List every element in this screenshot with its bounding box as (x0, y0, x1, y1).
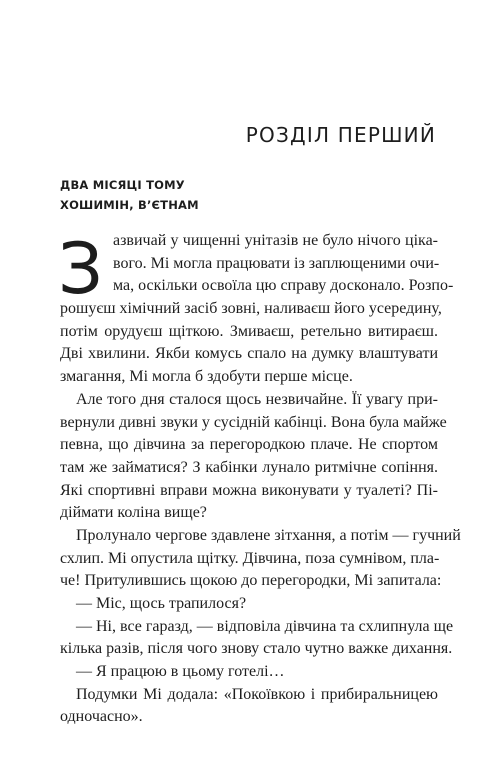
text-line: вого. Мі могла працювати із заплющеними очи- (113, 254, 440, 272)
chapter-subheads (60, 175, 199, 215)
text-line: кілька разів, після чого знову стало чутно важке дихання. (60, 640, 453, 658)
text-line: потім орудуєш щіткою. Змиваєш, ретельно витираєш. (60, 322, 438, 340)
text-line: одночасно». (60, 708, 143, 726)
text-line: Пролунало чергове здавлене зітхання, а потім — гучний (76, 526, 461, 544)
text-line: — Ні, все гаразд, — відповіла дівчина та схлипнула ще (76, 617, 454, 635)
text-line: діймати коліна вище? (60, 504, 207, 522)
text-line: там же займатися? З кабінки лунало ритмічне сопіння. (60, 458, 438, 476)
subhead-time: ДВА МІСЯЦІ ТОМУ (60, 178, 185, 192)
text-line: певна, що дівчина за перегородкою плаче. Не спортом (60, 436, 438, 454)
text-line: ма, оскільки освоїла цю справу досконало. Розпо- (113, 277, 454, 295)
text-line: Але того дня сталося щось незвичайне. Її увагу при- (76, 390, 438, 408)
text-line: схлип. Мі опустила щітку. Дівчина, поза сумнівом, пла- (60, 549, 440, 567)
text-line: — Я працюю в цьому готелі… (76, 663, 285, 681)
body-text (58, 228, 461, 729)
text-line: че! Притулившись щокою до перегородки, Мі запитала: (60, 572, 442, 590)
drop-cap: З (58, 228, 103, 310)
subhead-place: ХОШИМІН, В’ЄТНАМ (60, 198, 199, 212)
text-line: азвичай у чищенні унітазів не було нічого ціка- (113, 232, 438, 249)
text-line: змагання, Мі могла б здобути перше місце. (60, 368, 353, 386)
text-line: Які спортивні вправи можна виконувати у туалеті? Пі- (60, 481, 438, 499)
text-line: Подумки Мі додала: «Покоївкою і прибиральницею (76, 685, 438, 703)
text-line: — Міс, щось трапилося? (76, 595, 247, 612)
text-line: Дві хвилини. Якби комусь спало на думку влаштувати (60, 345, 438, 363)
chapter-title: РОЗДІЛ ПЕРШИЙ (245, 123, 436, 147)
text-line: рошуєш хімічний засіб зовні, наливаєш його усередину, (60, 300, 442, 318)
text-line: вернули дивні звуки у сусідній кабінці. Вона була майже (60, 413, 447, 431)
